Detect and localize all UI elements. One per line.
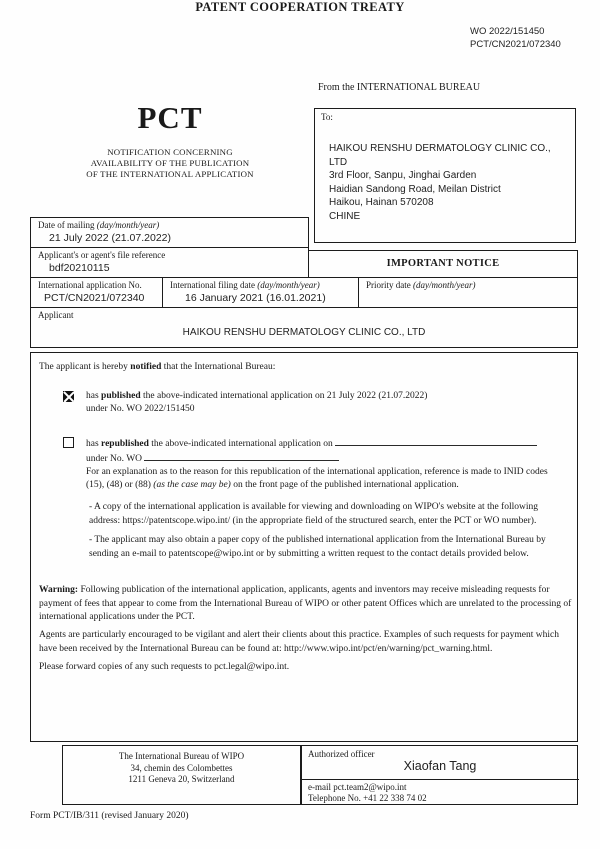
bureau-line: 1211 Geneva 20, Switzerland xyxy=(128,774,235,784)
footer-divider-vertical xyxy=(300,746,302,804)
priority-date-label xyxy=(366,280,475,291)
application-no-cell xyxy=(30,277,163,308)
republished-explanation xyxy=(86,466,568,492)
address-line: 3rd Floor, Sanpu, Jinghai Garden xyxy=(329,170,477,181)
applicant-cell xyxy=(30,307,578,348)
bureau-line: The International Bureau of WIPO xyxy=(118,751,245,761)
warning-rest: Following publication of the international application, applicants, agents and inventors may receive misleading requests for payment of fees that appear to come from the International Bureau of WIPO or other patent Offices which are unrelated to the processing of international applications under the PCT. xyxy=(39,585,572,622)
republished-date-blank xyxy=(335,436,537,446)
important-notice-text: IMPORTANT NOTICE xyxy=(386,258,500,269)
republished-pre: has xyxy=(86,439,102,449)
explanation-post: on the front page of the published international application. xyxy=(230,480,459,490)
published-line-1 xyxy=(86,390,566,403)
republished-line-1 xyxy=(86,436,568,451)
pct-logo xyxy=(95,100,245,136)
address-line: HAIKOU RENSHU DERMATOLOGY CLINIC CO., xyxy=(329,143,551,154)
officer-email: e-mail pct.team2@wipo.int xyxy=(308,782,407,792)
published-post: the above-indicated international application on 21 July 2022 (21.07.2022) xyxy=(140,391,428,401)
date-of-mailing-value: 21 July 2022 (21.07.2022) xyxy=(49,232,172,244)
republished-line2-pre: under No. WO xyxy=(86,454,145,464)
copy-availability-paragraph: - A copy of the international application is available for viewing and downloading on WIPO's website at the following address: https://patentscope.wipo.int/ (in the appropriate field of the structured search, enter the PCT or WO number). xyxy=(89,502,538,526)
explanation-pre: For an explanation as to the reason for this republication of the international application, reference is made to INID codes (15), (48) or (88) xyxy=(86,467,548,490)
agents-paragraph: Agents are particularly encouraged to be vigilant and alert their clients about this practice. Examples of such requests for payment which have been received by the International Bureau can be found at: http://www.wipo.int/pct/en/warning/pct_warning.html. xyxy=(39,630,559,654)
notification-title xyxy=(55,147,285,179)
explanation-italic: (as the case may be) xyxy=(153,480,231,490)
officer-telephone: Telephone No. +41 22 338 74 02 xyxy=(308,793,427,803)
to-label xyxy=(321,112,333,123)
republished-statement xyxy=(86,436,568,492)
intro-line xyxy=(39,361,275,374)
notification-line-3: OF THE INTERNATIONAL APPLICATION xyxy=(86,168,254,179)
form-identifier: Form PCT/IB/311 (revised January 2020) xyxy=(30,811,189,821)
bureau-address xyxy=(63,751,300,786)
publication-numbers xyxy=(470,25,561,51)
published-line-2: under No. WO 2022/151450 xyxy=(86,404,195,414)
application-no-label: International application No. xyxy=(38,280,142,290)
intro-post: that the International Bureau: xyxy=(161,362,276,372)
treaty-title-text: PATENT COOPERATION TREATY xyxy=(195,0,405,14)
applicant-value: HAIKOU RENSHU DERMATOLOGY CLINIC CO., LTD xyxy=(182,327,426,338)
republished-line-2 xyxy=(86,451,568,466)
republished-bold: republished xyxy=(101,439,149,449)
filing-date-label-text: International filing date xyxy=(170,280,258,290)
address-line: Haikou, Hainan 570208 xyxy=(329,197,434,208)
authorized-officer-label: Authorized officer xyxy=(308,749,375,759)
important-notice-cell xyxy=(308,250,578,278)
priority-date-cell xyxy=(358,277,578,308)
applicant-label: Applicant xyxy=(38,310,74,320)
footer-box xyxy=(62,745,578,805)
filing-date-value: 16 January 2021 (16.01.2021) xyxy=(185,292,326,304)
intro-bold: notified xyxy=(130,362,162,372)
filing-date-label xyxy=(170,280,320,291)
file-reference-label: Applicant's or agent's file reference xyxy=(38,250,166,260)
warning-paragraph xyxy=(39,584,573,625)
from-line-text: From the INTERNATIONAL BUREAU xyxy=(318,82,481,93)
date-of-mailing-label xyxy=(38,220,159,231)
warning-bold: Warning: xyxy=(39,585,79,595)
notification-line-1: NOTIFICATION CONCERNING xyxy=(107,147,233,157)
priority-date-label-note: (day/month/year) xyxy=(413,280,476,290)
address-line: Haidian Sandong Road, Meilan District xyxy=(329,183,501,195)
wo-number: WO 2022/151450 xyxy=(470,26,545,37)
pct-logo-text: PCT xyxy=(137,100,203,135)
paper-copy-paragraph: - The applicant may also obtain a paper copy of the published international application from the International Bureau by sending an e-mail to patentscope@wipo.int or by submitting a written request to the contact details provided below. xyxy=(89,535,546,559)
forward-requests-paragraph: Please forward copies of any such requests to pct.legal@wipo.int. xyxy=(39,662,290,672)
filing-date-label-note: (day/month/year) xyxy=(257,280,320,290)
authorized-officer-name: Xiaofan Tang xyxy=(403,759,477,773)
priority-date-label-text: Priority date xyxy=(366,280,413,290)
published-checkbox-checked xyxy=(63,391,74,402)
notification-line-2: AVAILABILITY OF THE PUBLICATION xyxy=(90,157,250,168)
republished-post: the above-indicated international application on xyxy=(148,439,336,449)
file-reference-value: bdf20210115 xyxy=(49,262,110,274)
date-of-mailing-label-note: (day/month/year) xyxy=(96,220,160,230)
from-line xyxy=(318,82,480,93)
published-statement xyxy=(86,390,566,416)
address-line: CHINE xyxy=(329,210,361,222)
notification-body-box xyxy=(30,352,578,742)
date-of-mailing-cell xyxy=(30,217,309,248)
treaty-title xyxy=(0,0,600,15)
date-of-mailing-label-text: Date of mailing xyxy=(38,220,97,230)
to-address-box xyxy=(314,108,576,243)
intro-pre: The applicant is hereby xyxy=(39,362,131,372)
file-reference-cell xyxy=(30,247,309,278)
application-no-value: PCT/CN2021/072340 xyxy=(44,292,145,304)
published-pre: has xyxy=(86,391,102,401)
republished-checkbox-empty xyxy=(63,437,74,448)
to-label-text: To: xyxy=(321,112,333,122)
recipient-address xyxy=(329,142,551,223)
republished-number-blank xyxy=(144,451,339,461)
filing-date-cell xyxy=(162,277,359,308)
footer-divider-horizontal xyxy=(301,779,579,780)
published-bold: published xyxy=(101,391,141,401)
pct-number: PCT/CN2021/072340 xyxy=(470,39,561,50)
bureau-line: 34, chemin des Colombettes xyxy=(130,762,233,773)
address-line: LTD xyxy=(329,156,348,168)
